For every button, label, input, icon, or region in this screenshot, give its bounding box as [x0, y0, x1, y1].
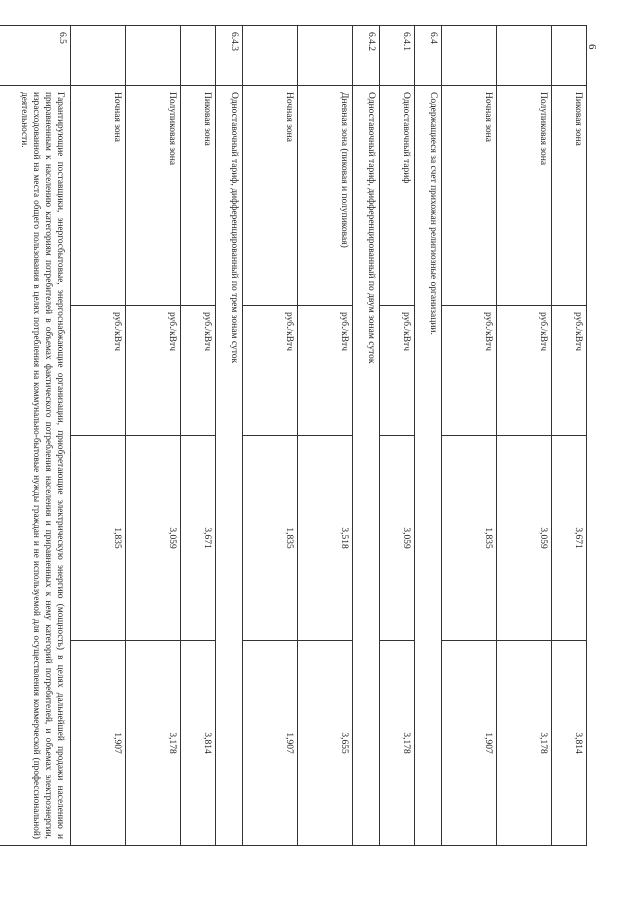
- row-number: 6.5: [0, 26, 71, 86]
- table-row: [380, 26, 415, 846]
- tariff-value-first-half: 1,835: [71, 436, 126, 641]
- tariff-value-second-half: 3,178: [497, 641, 552, 846]
- tariff-value-second-half: 1,907: [71, 641, 126, 846]
- section-title: Одноставочный тариф, дифференцированный по трем зонам суток: [216, 86, 243, 846]
- row-number: [243, 26, 298, 86]
- tariff-value-second-half: 3,814: [181, 641, 216, 846]
- tariff-value-second-half: 3,178: [126, 641, 181, 846]
- unit-cell: руб./кВтч: [552, 306, 587, 436]
- page-number: 6: [586, 44, 598, 50]
- row-label: Одноставочный тариф: [380, 86, 415, 306]
- row-label: Пиковая зона: [552, 86, 587, 306]
- row-number: 6.4: [415, 26, 442, 86]
- row-number: [552, 26, 587, 86]
- row-number: [181, 26, 216, 86]
- row-number: 6.4.1: [380, 26, 415, 86]
- table-row: [442, 26, 497, 846]
- row-label: Ночная зона: [71, 86, 126, 306]
- tariff-value-first-half: 3,059: [380, 436, 415, 641]
- tariff-value-second-half: 3,178: [380, 641, 415, 846]
- rotated-page-content: [18, 25, 587, 845]
- row-label: Ночная зона: [442, 86, 497, 306]
- table-row: [497, 26, 552, 846]
- unit-cell: руб./кВтч: [243, 306, 298, 436]
- tariff-value-first-half: 3,671: [552, 436, 587, 641]
- unit-cell: руб./кВтч: [497, 306, 552, 436]
- unit-cell: руб./кВтч: [71, 306, 126, 436]
- tariff-value-first-half: 3,059: [497, 436, 552, 641]
- unit-cell: руб./кВтч: [181, 306, 216, 436]
- row-number: [71, 26, 126, 86]
- section-row: [216, 26, 243, 846]
- section-row: [353, 26, 380, 846]
- section-title: Содержащиеся за счет прихожан религиозные организации.: [415, 86, 442, 846]
- table-row: [71, 26, 126, 846]
- unit-cell: руб./кВтч: [442, 306, 497, 436]
- table-row: [126, 26, 181, 846]
- row-number: [442, 26, 497, 86]
- section-row: [0, 26, 71, 846]
- row-label: Полупиковая зона: [126, 86, 181, 306]
- tariff-value-first-half: 3,059: [126, 436, 181, 641]
- table-row: [181, 26, 216, 846]
- unit-cell: руб./кВтч: [298, 306, 353, 436]
- section-title: Гарантирующие поставщики, энергосбытовые, энергоснабжающие организации, приобретающие электрическую энергию (мощность) в целях дальнейшей продажи населению и приравненным к населению категориям потребителей в объемах фактического потребления населения и приравненных к нему категорий потребителей, и объемах электроэнергии, израсходованной на места общего пользования в целях потребления на коммунально-бытовые нужды граждан и не используемой для осуществления коммерческой (профессиональной) деятельности.: [0, 86, 71, 846]
- row-label: Пиковая зона: [181, 86, 216, 306]
- row-number: 6.4.3: [216, 26, 243, 86]
- tariff-value-first-half: 1,835: [442, 436, 497, 641]
- row-label: Дневная зона (пиковая и полупиковая): [298, 86, 353, 306]
- row-number: [126, 26, 181, 86]
- row-number: [298, 26, 353, 86]
- tariff-value-second-half: 3,655: [298, 641, 353, 846]
- table-row: [243, 26, 298, 846]
- tariff-value-second-half: 1,907: [442, 641, 497, 846]
- unit-cell: руб./кВтч: [380, 306, 415, 436]
- tariff-value-first-half: 1,835: [243, 436, 298, 641]
- table-row: [552, 26, 587, 846]
- section-title: Одноставочный тариф, дифференцированный по двум зонам суток: [353, 86, 380, 846]
- tariff-value-second-half: 3,814: [552, 641, 587, 846]
- tariff-value-second-half: 1,907: [243, 641, 298, 846]
- tariff-value-first-half: 3,518: [298, 436, 353, 641]
- row-label: Полупиковая зона: [497, 86, 552, 306]
- table-row: [298, 26, 353, 846]
- tariff-table: [0, 25, 587, 846]
- unit-cell: руб./кВтч: [126, 306, 181, 436]
- row-number: [497, 26, 552, 86]
- row-label: Ночная зона: [243, 86, 298, 306]
- row-number: 6.4.2: [353, 26, 380, 86]
- tariff-value-first-half: 3,671: [181, 436, 216, 641]
- section-row: [415, 26, 442, 846]
